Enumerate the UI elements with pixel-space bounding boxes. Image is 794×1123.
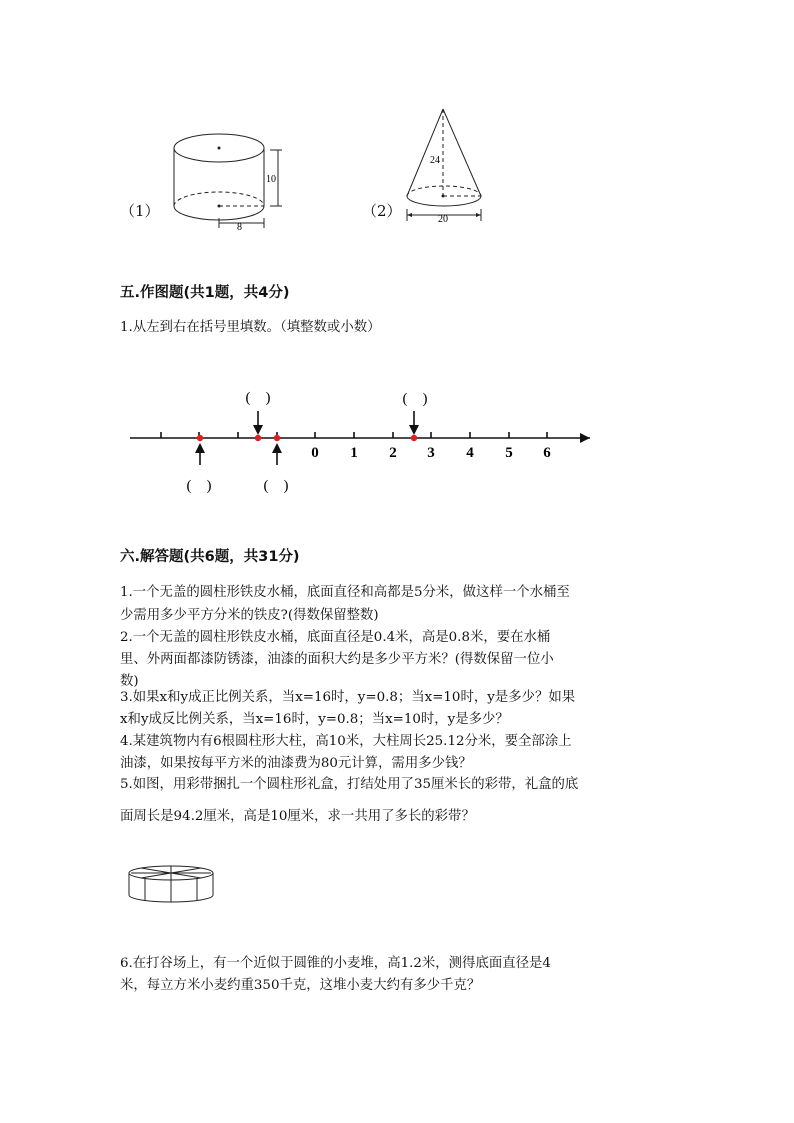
cone-height-value: 24	[430, 155, 440, 166]
question-5-line-2: 面周长是94.2厘米，高是10厘米，求一共用了多长的彩带？	[120, 809, 475, 824]
blank-top-2: ( )	[402, 391, 428, 407]
question-4-line-2: 油漆，如果按每平方米的油漆费为80元计算，需用多少钱？	[120, 756, 472, 771]
tick-label-6: 6	[543, 445, 551, 461]
question-3-line-1: 3.如果x和y成正比例关系，当x=16时，y=0.8；当x=10时，y是多少？如果	[120, 690, 576, 705]
cylinder-radius-value: 8	[237, 222, 242, 233]
cylinder-label: （1）	[120, 202, 160, 220]
question-3-line-2: x和y成反比例关系，当x=16时，y=0.8；当x=10时，y是多少？	[120, 712, 509, 727]
tick-label-4: 4	[466, 445, 474, 461]
cone-diameter-value: 20	[438, 214, 448, 225]
point-3	[274, 435, 280, 441]
question-5-line-1: 5.如图，用彩带捆扎一个圆柱形礼盒，打结处用了35厘米长的彩带，礼盒的底	[120, 777, 579, 792]
point-2	[255, 435, 261, 441]
gift-box-figure	[125, 862, 220, 908]
cylinder-figure	[160, 120, 290, 240]
question-6-line-1: 6.在打谷场上，有一个近似于圆锥的小麦堆，高1.2米，测得底面直径是4	[120, 956, 551, 971]
section-5-question-1: 1.从左到右在括号里填数。（填整数或小数）	[120, 320, 381, 335]
question-6-line-2: 米，每立方米小麦约重350千克，这堆小麦大约有多少千克？	[120, 978, 481, 993]
number-line	[125, 385, 605, 500]
question-2-line-3: 数)	[120, 674, 139, 689]
section-5-heading: 五.作图题(共1题，共4分)	[120, 285, 290, 301]
tick-label-1: 1	[350, 445, 358, 461]
point-4	[411, 435, 417, 441]
blank-bottom-1: ( )	[186, 478, 212, 494]
point-1	[197, 435, 203, 441]
cylinder-bottom-back	[174, 192, 264, 206]
cone-right-side	[443, 109, 481, 196]
tick-label-0: 0	[311, 445, 319, 461]
tick-label-3: 3	[427, 445, 435, 461]
cone-base-front	[407, 196, 481, 206]
cone-figure	[400, 105, 495, 230]
section-6-heading: 六.解答题(共6题，共31分)	[120, 549, 300, 565]
tick-label-2: 2	[389, 445, 397, 461]
question-2-line-1: 2.一个无盖的圆柱形铁皮水桶，底面直径是0.4米，高是0.8米，要在水桶	[120, 630, 551, 645]
blank-bottom-2: ( )	[263, 478, 289, 494]
blank-top-1: ( )	[245, 390, 271, 406]
question-1-line-1: 1.一个无盖的圆柱形铁皮水桶，底面直径和高都是5分米，做这样一个水桶至	[120, 585, 570, 600]
number-line-arrowhead	[580, 433, 590, 443]
question-1-line-2: 少需用多少平方分米的铁皮?(得数保留整数)	[120, 608, 379, 623]
tick-label-5: 5	[505, 445, 513, 461]
cylinder-height-value: 10	[266, 174, 276, 185]
question-4-line-1: 4.某建筑物内有6根圆柱形大柱，高10米，大柱周长25.12分米，要全部涂上	[120, 734, 572, 749]
cylinder-bottom-front	[174, 206, 264, 220]
cone-base-back	[407, 186, 481, 196]
cone-left-side	[407, 109, 443, 196]
question-2-line-2: 里、外两面都漆防锈漆，油漆的面积大约是多少平方米？(得数保留一位小	[120, 652, 554, 667]
cone-label: （2）	[362, 202, 402, 220]
